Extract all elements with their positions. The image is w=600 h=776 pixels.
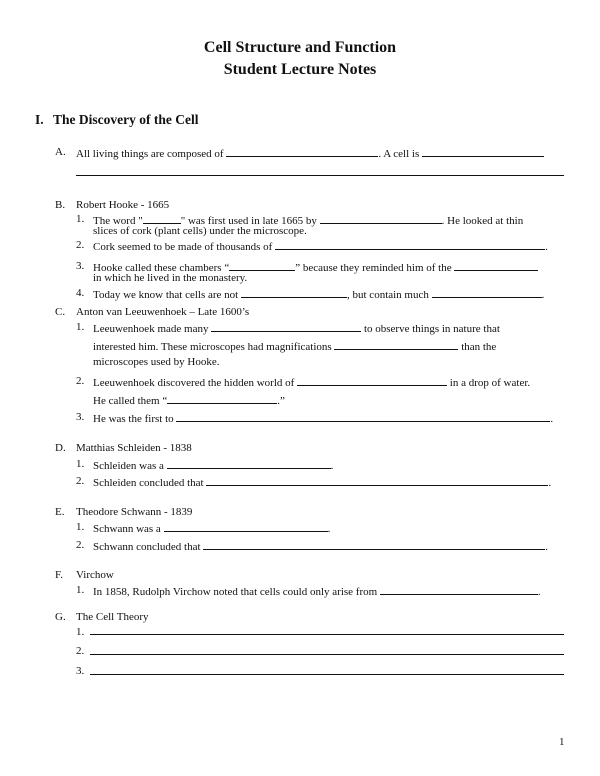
e1-line <box>93 520 330 536</box>
e2-blank[interactable] <box>203 538 545 550</box>
f1-line <box>93 583 541 599</box>
e2-num: 2. <box>76 539 85 551</box>
item-letter-a: A. <box>55 146 66 158</box>
c1-text-e: microscopes used by Hooke. <box>93 356 220 368</box>
f1-text-a: In 1858, Rudolph Virchow noted that cells could only arise from <box>93 586 378 598</box>
b3-num: 3. <box>76 260 85 272</box>
item-f-heading: Virchow <box>76 569 114 581</box>
item-b-heading: Robert Hooke - 1665 <box>76 199 170 211</box>
g2-num: 2. <box>76 645 85 657</box>
item-e-heading: Theodore Schwann - 1839 <box>76 506 193 518</box>
c2-text-b: in a drop of water. <box>449 377 531 389</box>
c2-text-a: Leeuwenhoek discovered the hidden world of <box>93 377 295 389</box>
c2-line2 <box>93 392 285 408</box>
c3-line <box>93 410 553 426</box>
d2-text-b: . <box>548 477 552 489</box>
c1-line2 <box>93 338 496 354</box>
c2-text-d: .” <box>277 395 285 407</box>
b2-text-b: . <box>545 241 548 253</box>
c2-line <box>93 374 530 390</box>
d2-text-a: Schleiden concluded that <box>93 477 204 489</box>
b1-blank1[interactable] <box>143 212 181 224</box>
d2-blank[interactable] <box>206 474 548 486</box>
e1-text-b: . <box>327 523 331 535</box>
b4-num: 4. <box>76 287 85 299</box>
c1-text-d: than the <box>461 341 497 353</box>
item-a-text1: All living things are composed of <box>76 148 224 160</box>
b2-blank[interactable] <box>275 238 545 250</box>
b3-text-a: Hooke called these chambers “ <box>93 262 230 274</box>
d1-text-b: . <box>330 460 334 472</box>
c2-text-c: He called them “ <box>93 395 168 407</box>
c3-num: 3. <box>76 411 85 423</box>
item-letter-d: D. <box>55 442 66 454</box>
f1-blank[interactable] <box>380 583 538 595</box>
b3-blank2[interactable] <box>454 259 538 271</box>
c3-blank[interactable] <box>176 410 550 422</box>
b4-blank2[interactable] <box>432 286 542 298</box>
page-number: 1 <box>559 736 565 748</box>
item-letter-b: B. <box>55 199 66 211</box>
item-g-heading: The Cell Theory <box>76 611 149 623</box>
item-letter-c: C. <box>55 306 66 318</box>
e2-text-a: Schwann concluded that <box>93 541 201 553</box>
c2-blank1[interactable] <box>297 374 447 386</box>
b4-text-a: Today we know that cells are not <box>93 289 239 301</box>
c2-blank2[interactable] <box>167 392 277 404</box>
g2-answer-line[interactable] <box>90 654 564 655</box>
b4-text-b: , but contain much <box>347 289 429 301</box>
e1-blank[interactable] <box>164 520 328 532</box>
b3-text-c: in which he lived in the monastery. <box>93 272 248 284</box>
item-letter-g: G. <box>55 611 66 623</box>
b3-text-b: ” because they reminded him of the <box>295 262 452 274</box>
d1-text-a: Schleiden was a <box>93 460 164 472</box>
item-a-answer-line[interactable] <box>76 175 564 176</box>
section-number: I. <box>35 112 44 127</box>
b1-text-a: The word " <box>93 215 143 227</box>
d1-num: 1. <box>76 458 85 470</box>
item-a-text2: . A cell is <box>378 148 420 160</box>
e2-line <box>93 538 548 554</box>
b1-text-b: " was first used in late 1665 by <box>180 215 317 227</box>
d2-num: 2. <box>76 475 85 487</box>
item-a-blank1[interactable] <box>226 145 378 157</box>
e2-text-b: . <box>545 541 549 553</box>
c1-num: 1. <box>76 321 85 333</box>
b1-text-d: slices of cork (plant cells) under the microscope. <box>93 225 307 237</box>
c1-text-c: interested him. These microscopes had magnifications <box>93 341 332 353</box>
c1-blank2[interactable] <box>334 338 458 350</box>
c1-blank1[interactable] <box>211 320 361 332</box>
c1-text-a: Leeuwenhoek made many <box>93 323 209 335</box>
e1-text-a: Schwann was a <box>93 523 161 535</box>
item-letter-e: E. <box>55 506 65 518</box>
page-subtitle: Student Lecture Notes <box>223 61 377 78</box>
f1-text-b: . <box>537 586 541 598</box>
item-d-heading: Matthias Schleiden - 1838 <box>76 442 192 454</box>
g3-answer-line[interactable] <box>90 674 564 675</box>
c3-text-a: He was the first to <box>93 413 174 425</box>
g3-num: 3. <box>76 665 85 677</box>
c2-num: 2. <box>76 375 85 387</box>
section-title: The Discovery of the Cell <box>53 112 199 127</box>
b1-blank2[interactable] <box>320 212 442 224</box>
e1-num: 1. <box>76 521 85 533</box>
b2-text-a: Cork seemed to be made of thousands of <box>93 241 273 253</box>
g1-answer-line[interactable] <box>90 634 564 635</box>
item-a-line <box>76 145 544 161</box>
d2-line <box>93 474 551 490</box>
c3-text-b: . <box>550 413 554 425</box>
b4-blank1[interactable] <box>241 286 347 298</box>
page-title: Cell Structure and Function <box>203 39 397 56</box>
f1-num: 1. <box>76 584 85 596</box>
d1-blank[interactable] <box>167 457 331 469</box>
b2-num: 2. <box>76 239 85 251</box>
b1-num: 1. <box>76 213 85 225</box>
g1-num: 1. <box>76 626 85 638</box>
c1-text-b: to observe things in nature that <box>363 323 500 335</box>
item-letter-f: F. <box>55 569 63 581</box>
item-a-blank2[interactable] <box>422 145 544 157</box>
b4-text-c: . <box>541 289 545 301</box>
b3-blank1[interactable] <box>229 259 295 271</box>
b4-line <box>93 286 544 302</box>
b2-line <box>93 238 548 254</box>
b1-text-c: . He looked at thin <box>441 215 524 227</box>
c1-line <box>93 320 500 336</box>
item-c-heading: Anton van Leeuwenhoek – Late 1600’s <box>76 306 250 318</box>
d1-line <box>93 457 333 473</box>
